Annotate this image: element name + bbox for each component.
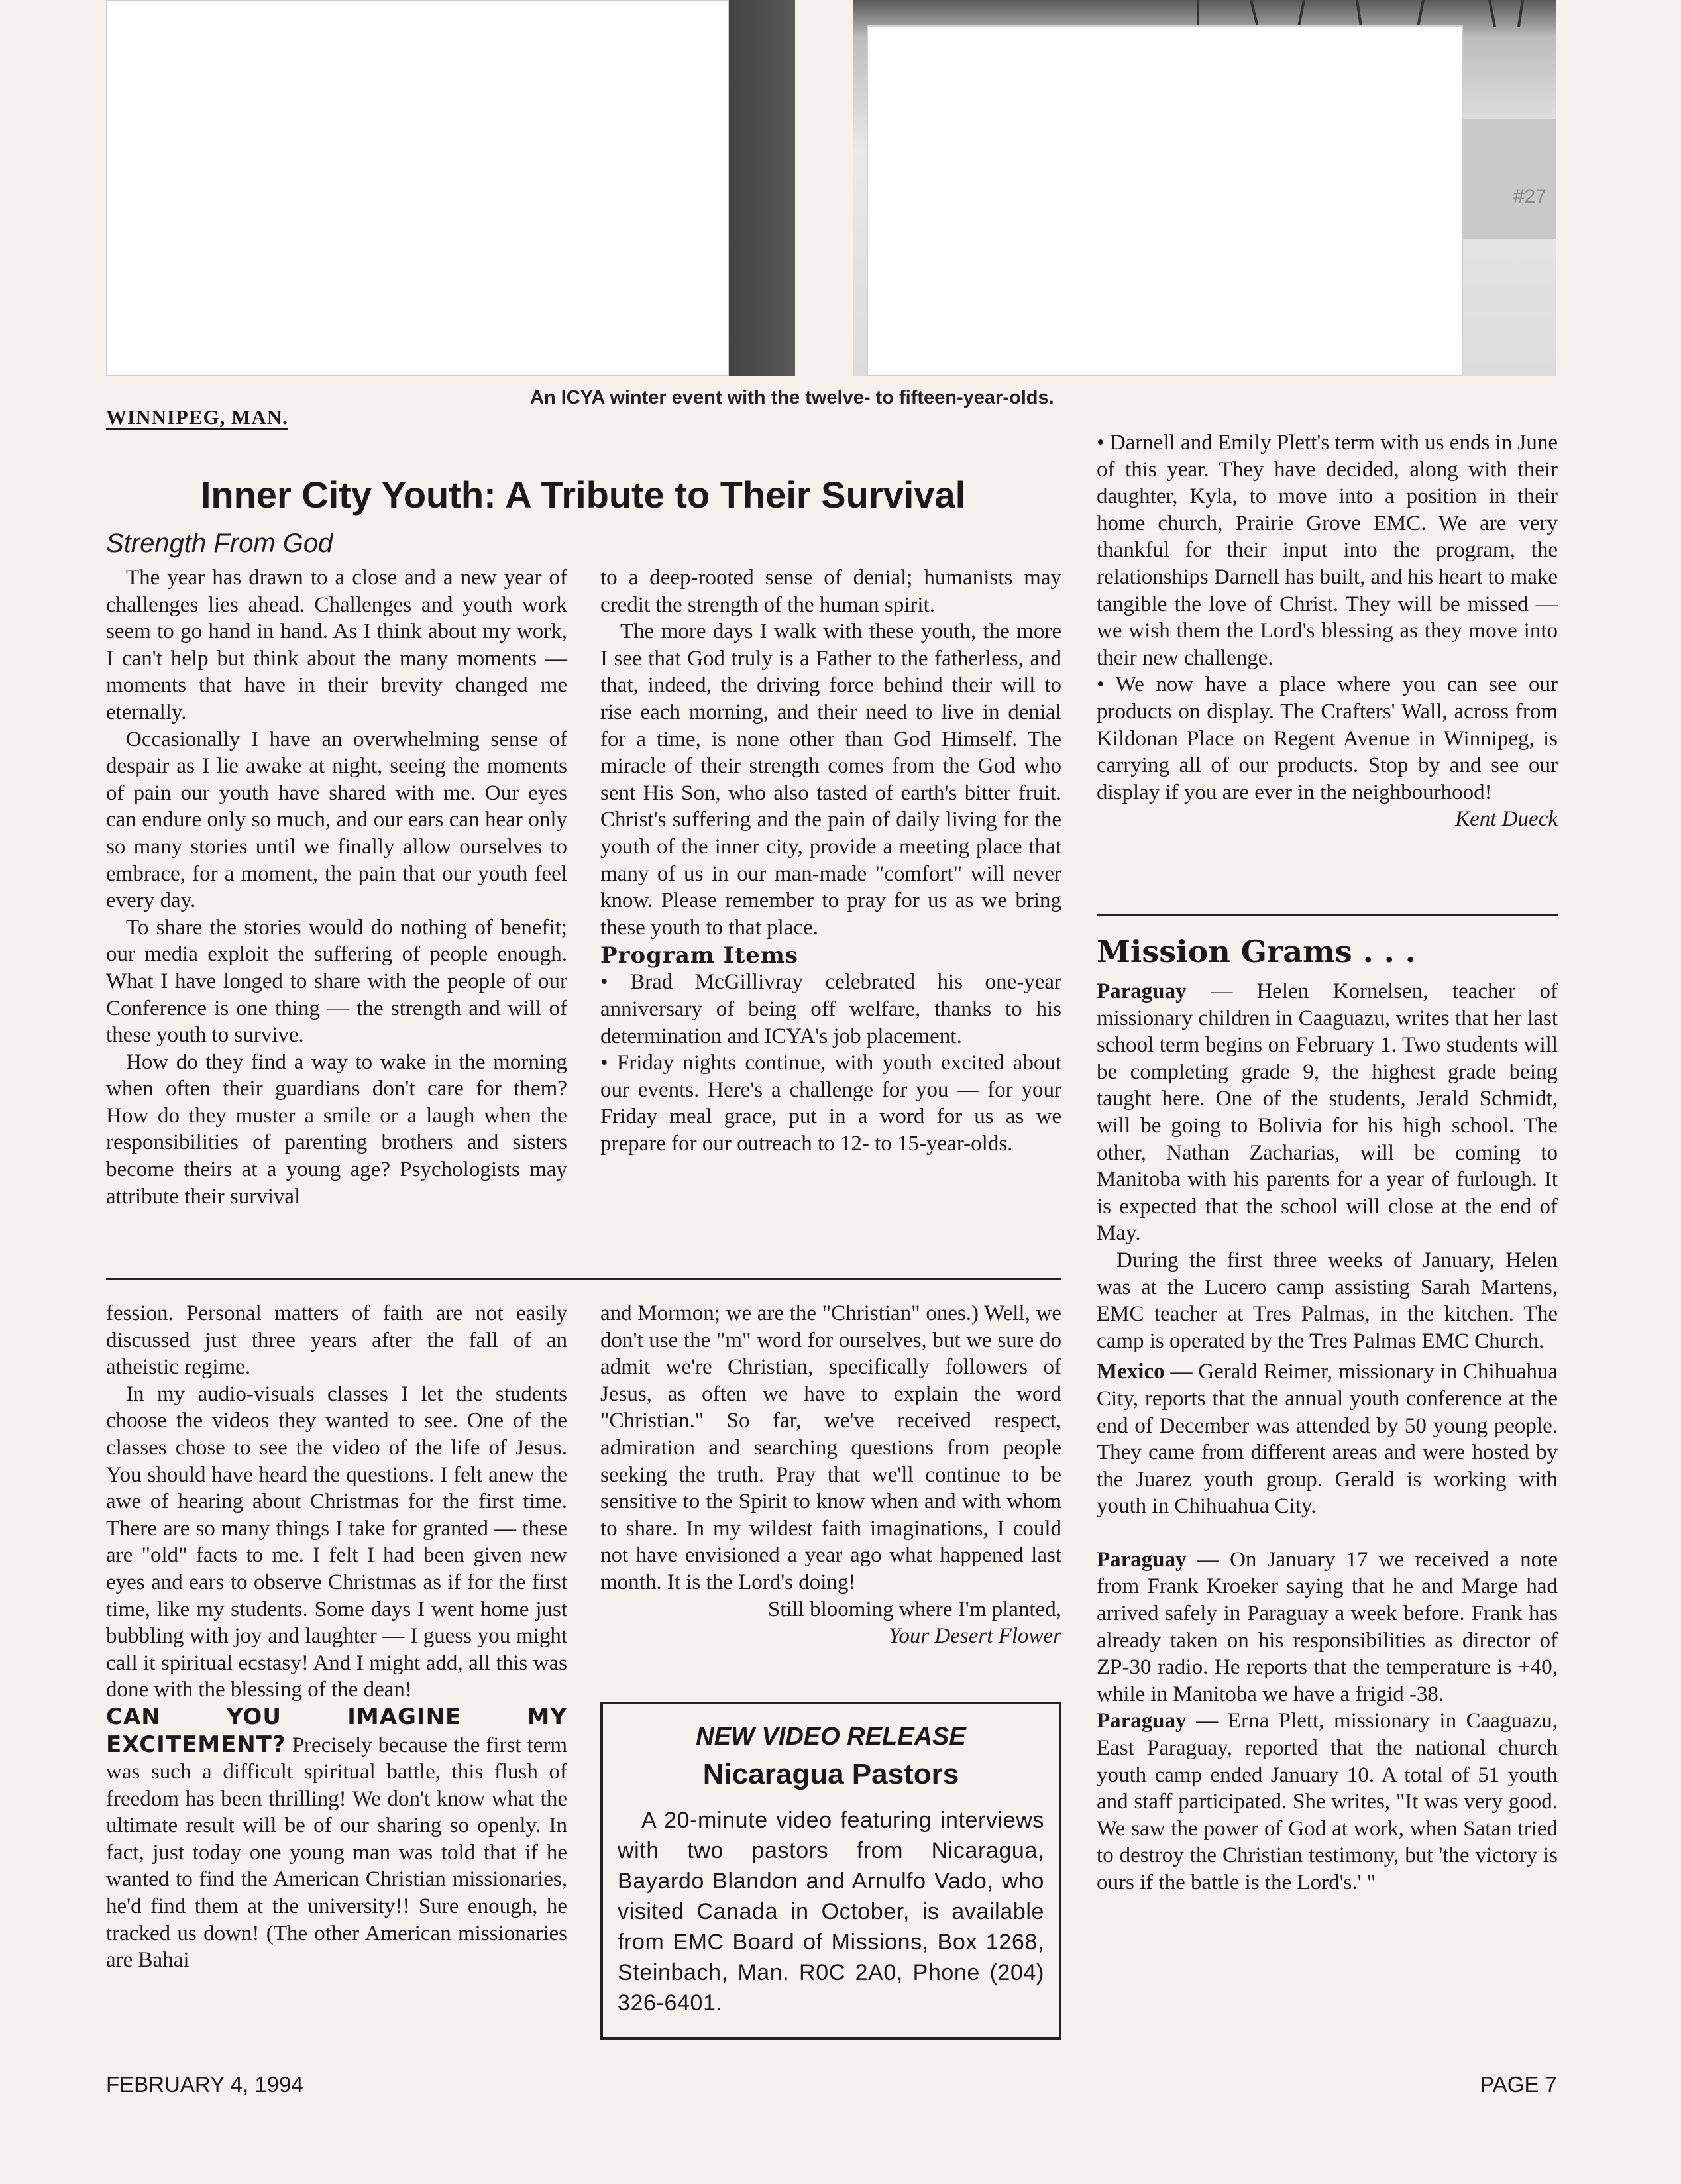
article-col2 — [600, 565, 1061, 1157]
trees-silhouette — [853, 0, 1556, 27]
article-author: Kent Dueck — [1455, 807, 1558, 832]
mission-text: — Gerald Reimer, missionary in Chihuahua City, reports that the annual youth conference at the end of December was attended by 50 young people. They came from different areas and were hosted by the Juarez youth group. Gerald is working with youth in Chihuahua City. — [1097, 1360, 1558, 1519]
column-divider — [1097, 914, 1558, 916]
article-paragraph: To share the stories would do nothing of benefit; our media exploit the suffering of people enough. What I have longed to share with the people of our Conference is one thing — the strength and will of these youth to survive. — [106, 915, 567, 1048]
mission-item — [1097, 1247, 1558, 1354]
letter-paragraph: and Mormon; we are the "Christian" ones.) Well, we don't use the "m" word for ourselves, but we sure do admit we're Christian, specifically followers of Jesus, as often we have to explain the word "Christian." So far, we've received respect, admiration and searching questions from people seeking the truth. Pray that we'll continue to be sensitive to the Spirit to know when and with whom to share. In my wildest faith imaginations, I could not have envisioned a year ago what happened last month. It is the Lord's doing! — [600, 1301, 1061, 1594]
excitement-heading: CAN YOU IMAGINE MY EXCITEMENT? — [106, 1703, 567, 1758]
sign-post — [1463, 119, 1556, 239]
article-title: Inner City Youth: A Tribute to Their Survival — [200, 474, 966, 516]
article-paragraph: The more days I walk with these youth, the more I see that God truly is a Father to the fatherless, and that, indeed, the driving force behind their will to rise each morning, and their need to live in denial for a time, is none other than God Himself. The miracle of their strength comes from the God who sent His Son, who also tasted of earth's bitter fruit. Christ's suffering and the pain of daily living for the youth of the inner city, provide a meeting place that many of us in our man-made "comfort" will never know. Please remember to pray for us as we bring these youth to that place. — [600, 620, 1061, 940]
photo-placeholder-left — [106, 0, 729, 376]
program-bullet: • We now have a place where you can see our products on display. The Crafters' Wall, across from Kildonan Place on Regent Avenue in Winnipeg, is carrying all of our products. Stop by and see our display if you are ever in the neighbourhood! — [1097, 673, 1558, 804]
letter-col1 — [106, 1300, 567, 1974]
dateline: WINNIPEG, MAN. — [106, 406, 288, 429]
letter-paragraph — [106, 1704, 567, 1974]
mission-grams-body — [1097, 978, 1558, 1896]
mission-text: During the first three weeks of January, Helen was at the Lucero camp assisting Sarah Martens, EMC teacher at Tres Palmas, in the kitchen. The camp is operated by the Tres Palmas EMC Church. — [1097, 1248, 1558, 1353]
article-paragraph: How do they find a way to wake in the morning when often their guardians don't care for them? How do they muster a smile or a laugh when the responsibilities of parenting brothers and sisters become theirs at a young age? Psychologists may attribute their survival — [106, 1050, 567, 1209]
program-bullet: • Friday nights continue, with youth excited about our events. Here's a challenge for you — for your Friday meal grace, put in a word for us as we prepare for our outreach to 12- to 15-year-olds. — [600, 1051, 1061, 1156]
mission-item — [1097, 978, 1558, 1247]
video-description: A 20-minute video featuring interviews with two pastors from Nicaragua, Bayardo Blandon and Arnulfo Vado, who visited Canada in October, is available from EMC Board of Missions, Box 1268, Steinbach, Man. R0C 2A0, Phone (204) 326-6401. — [618, 1808, 1044, 2016]
program-bullet: • Brad McGillivray celebrated his one-year anniversary of being off welfare, thanks to his determination and ICYA's job placement. — [600, 970, 1061, 1048]
footer-page: PAGE 7 — [1480, 2072, 1557, 2097]
footer-date: FEBRUARY 4, 1994 — [106, 2072, 303, 2097]
letter-paragraph: fession. Personal matters of faith are not easily discussed just three years after the fall of an atheistic regime. — [106, 1301, 567, 1380]
video-kicker: NEW VIDEO RELEASE — [696, 1723, 966, 1751]
article-subtitle: Strength From God — [106, 529, 333, 558]
photo-caption: An ICYA winter event with the twelve- to fifteen-year-olds. — [530, 387, 1054, 408]
photo-left — [106, 0, 795, 376]
mission-item — [1097, 1547, 1558, 1708]
mission-location: Paraguay — [1097, 1547, 1187, 1572]
mission-location: Paraguay — [1097, 1709, 1187, 1733]
mission-text: — Helen Kornelsen, teacher of missionary children in Caaguazu, writes that her last school term begins on February 1. Two students will be completing grade 9, the highest grade being taught here. One of the students, Jerald Schmidt, will be going to Bolivia for his high school. The other, Nathan Zacharias, will be coming to Manitoba with his parents for a year of furlough. It is expected that the school will close at the end of May. — [1097, 979, 1558, 1246]
mission-item — [1097, 1358, 1558, 1520]
mission-grams-heading: Mission Grams . . . — [1097, 934, 1416, 969]
program-bullet: • Darnell and Emily Plett's term with us ends in June of this year. They have decided, along with their daughter, Kyla, to move into a position in their home church, Prairie Grove EMC. We are very thankful for their input into the program, the relationships Darnell has built, and his heart to make tangible the love of Christ. They will be missed — we wish them the Lord's blessing as they move into their new challenge. — [1097, 431, 1558, 670]
letter-paragraph: In my audio-visuals classes I let the students choose the videos they wanted to see. One of the classes chose to see the video of the life of Jesus. You should have heard the questions. I felt anew the awe of hearing about Christmas for the first time. There are so many things I take for granted — these are "old" facts to me. I felt I had been given new eyes and ears to observe Christmas as if for the first time, like my students. Some days I went home just bubbling with joy and laughter — I guess you might call it spiritual ecstasy! And I might add, all this was done with the blessing of the dean! — [106, 1382, 567, 1702]
excitement-text: Precisely because the first term was such a difficult spiritual battle, this flush of freedom has been thrilling! We don't know what the ultimate result will be of our sharing so openly. In fact, just today one young man was told that if he wanted to find the American Christian missionaries, he'd find them at the university!! Sure enough, he tracked us down! (The other American missionaries are Bahai — [106, 1733, 568, 1973]
video-release-box — [600, 1702, 1061, 2040]
article-paragraph: Occasionally I have an overwhelming sense of despair as I lie awake at night, seeing the moments of pain our youth have shared with me. Our eyes can endure only so much, and our ears can hear only so many stories until we finally allow ourselves to embrace, for a moment, the pain that our youth feel every day. — [106, 727, 567, 913]
mission-text: — On January 17 we received a note from Frank Kroeker saying that he and Marge had arrived safely in Paraguay a week before. Frank has already taken on his responsibilities as director of ZP-30 radio. He reports that the temperature is +40, while in Manitoba we have a frigid -38. — [1097, 1547, 1558, 1706]
mission-location: Mexico — [1097, 1360, 1165, 1384]
mission-item — [1097, 1708, 1558, 1896]
article-paragraph: The year has drawn to a close and a new year of challenges lies ahead. Challenges and youth work seem to go hand in hand. As I think about my work, I can't help but think about the many moments — moments that have in their brevity changed me eternally. — [106, 566, 567, 724]
article-paragraph: to a deep-rooted sense of denial; humanists may credit the strength of the human spirit. — [600, 566, 1061, 617]
article-col3 — [1097, 429, 1558, 833]
letter-signature: Your Desert Flower — [889, 1624, 1061, 1649]
program-items-heading: Program Items — [600, 942, 799, 969]
photo-placeholder-right — [867, 25, 1463, 376]
letter-col2 — [600, 1300, 1061, 1650]
photo-right — [853, 0, 1556, 376]
sign-number: #27 — [1513, 186, 1546, 207]
mission-text: — Erna Plett, missionary in Caaguazu, East Paraguay, reported that the national church youth camp ended January 10. A total of 51 youth and staff participated. She writes, "It was very good. We saw the power of God at work, when Satan tried to destroy the Christian testimony, but 'the victory is ours if the battle is the Lord's.' " — [1097, 1709, 1558, 1894]
video-title: Nicaragua Pastors — [702, 1758, 959, 1790]
article-col1 — [106, 565, 567, 1210]
letter-closing: Still blooming where I'm planted, — [767, 1597, 1061, 1621]
section-divider — [106, 1278, 1061, 1280]
mission-location: Paraguay — [1097, 979, 1187, 1003]
